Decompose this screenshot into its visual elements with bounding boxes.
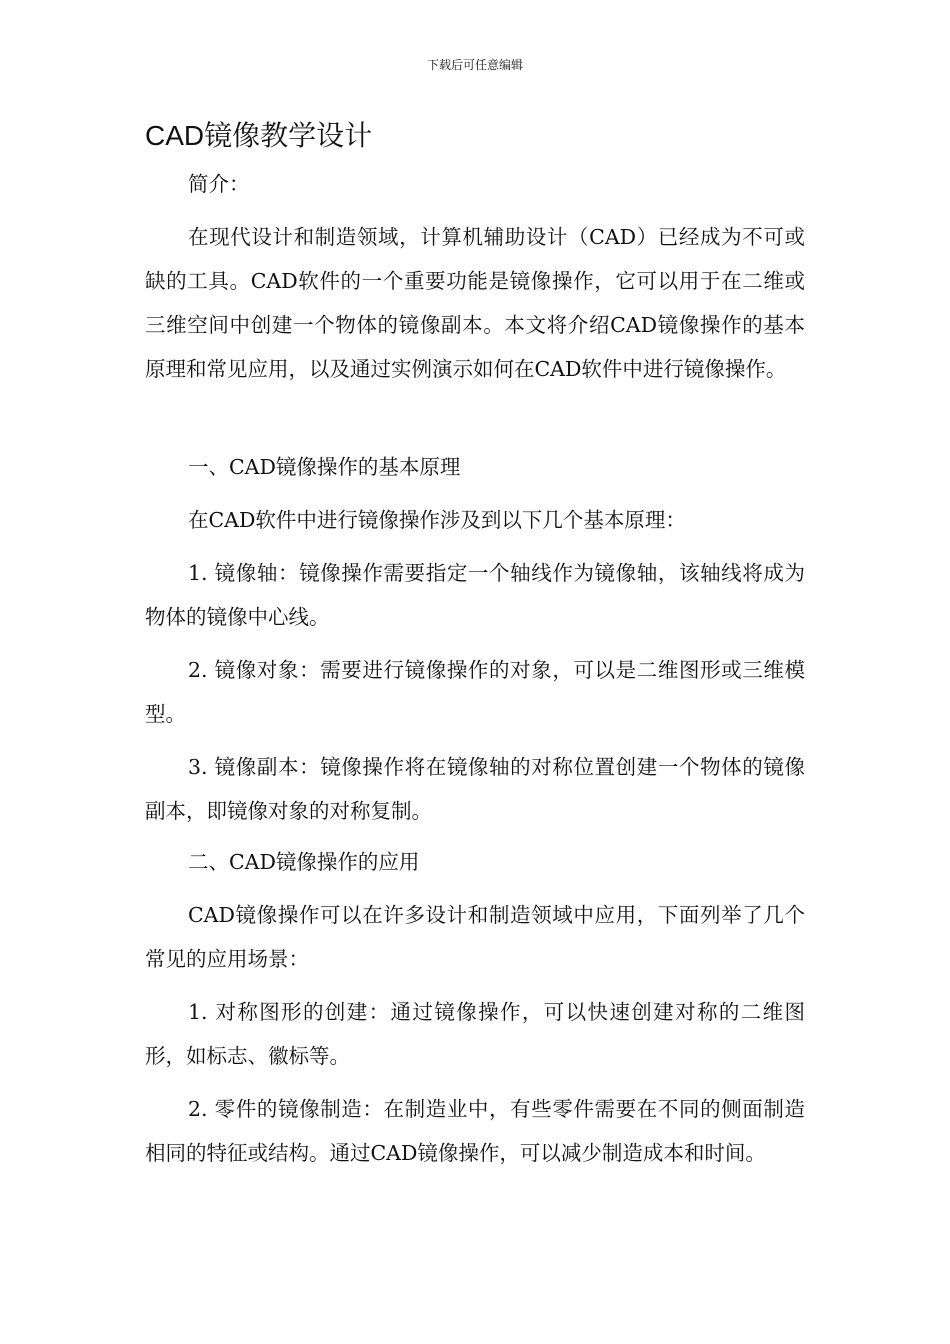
- list-item-mirror-object: 2. 镜像对象：需要进行镜像操作的对象，可以是二维图形或三维模型。: [145, 658, 805, 726]
- list-item-part-mirroring: 2. 零件的镜像制造：在制造业中，有些零件需要在不同的侧面制造相同的特征或结构。通过CAD镜像操作，可以减少制造成本和时间。: [145, 1097, 805, 1165]
- section-heading-applications: 二、CAD镜像操作的应用: [188, 850, 420, 874]
- paragraph-intro-label: 简介：: [188, 172, 250, 196]
- paragraph-applications-intro: CAD镜像操作可以在许多设计和制造领域中应用，下面列举了几个常见的应用场景：: [145, 903, 805, 971]
- paragraph-intro-body: 在现代设计和制造领域，计算机辅助设计（CAD）已经成为不可或缺的工具。CAD软件的一个重要功能是镜像操作，它可以用于在二维或三维空间中创建一个物体的镜像副本。本文将介绍CAD镜像操作的基本原理和常见应用，以及通过实例演示如何在CAD软件中进行镜像操作。: [145, 225, 805, 381]
- list-item-symmetric-graphics: 1. 对称图形的创建：通过镜像操作，可以快速创建对称的二维图形，如标志、徽标等。: [145, 1000, 805, 1068]
- list-item-mirror-axis: 1. 镜像轴：镜像操作需要指定一个轴线作为镜像轴，该轴线将成为物体的镜像中心线。: [145, 561, 805, 629]
- paragraph-principles-intro: 在CAD软件中进行镜像操作涉及到以下几个基本原理：: [188, 508, 686, 532]
- list-item-mirror-copy: 3. 镜像副本：镜像操作将在镜像轴的对称位置创建一个物体的镜像副本，即镜像对象的对称复制。: [145, 755, 805, 823]
- header-note: 下载后可任意编辑: [426, 58, 523, 72]
- document-title: CAD镜像教学设计: [145, 120, 373, 151]
- section-heading-principles: 一、CAD镜像操作的基本原理: [188, 455, 461, 479]
